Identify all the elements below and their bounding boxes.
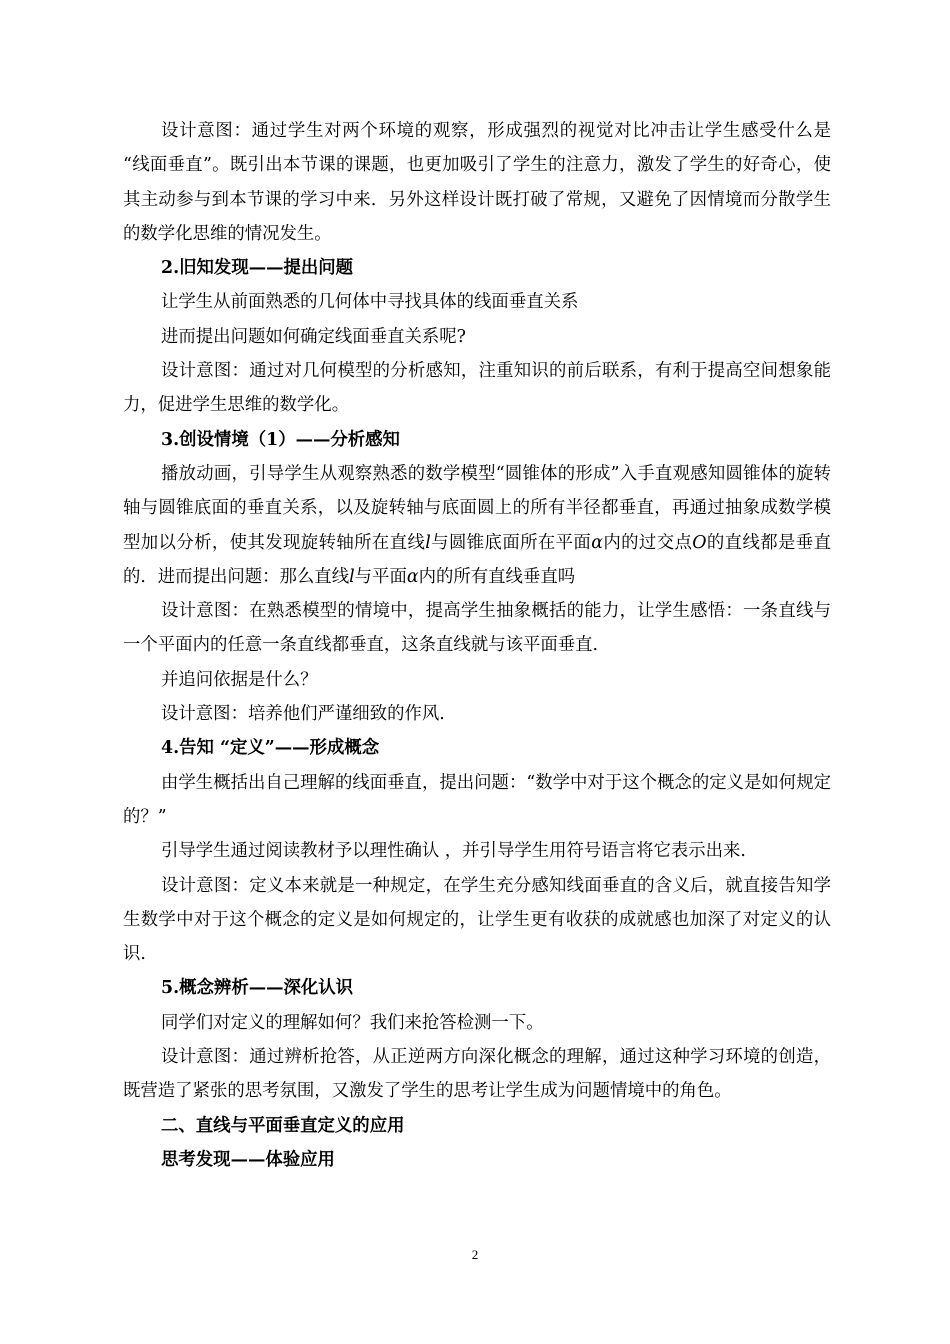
section-heading: 思考发现——体验应用	[161, 1149, 335, 1170]
text-run: 与平面	[354, 566, 407, 587]
paragraph: 设计意图：通过对几何模型的分析感知，注重知识的前后联系，有利于提高空间想象能力，促进学生思维的数学化。	[123, 361, 831, 416]
section-heading: 5.概念辨析——深化认识	[161, 978, 354, 999]
page-number: 2	[471, 1247, 479, 1262]
text-run: 内的所有直线垂直吗	[418, 566, 576, 587]
paragraph: 设计意图：通过辨析抢答，从正逆两方向深化概念的理解，通过这种学习环境的创造，既营造了紧张的思考氛围，又激发了学生的思考让学生成为问题情境中的角色。	[123, 1047, 831, 1102]
text-run: 内的过交点	[602, 532, 693, 553]
paragraph: 设计意图：在熟悉模型的情境中，提高学生抽象概括的能力，让学生感悟：一条直线与一个平面内的任意一条直线都垂直，这条直线就与该平面垂直.	[123, 601, 831, 656]
paragraph: 由学生概括出自己理解的线面垂直，提出问题：“数学中对于这个概念的定义是如何规定的？”	[123, 772, 831, 827]
math-symbol-o: O	[692, 532, 707, 553]
paragraph: 让学生从前面熟悉的几何体中寻找具体的线面垂直关系	[161, 292, 579, 313]
text-run: 的直线都是垂直的．进而提出问题：那么直线	[123, 532, 831, 587]
paragraph: 同学们对定义的理解如何？我们来抢答检测一下。	[161, 1012, 544, 1033]
section-heading: 3.创设情境（1）——分析感知	[161, 429, 400, 450]
math-symbol-alpha: α	[591, 532, 603, 553]
paragraph: 并追问依据是什么？	[161, 669, 318, 690]
section-heading: 2.旧知发现——提出问题	[161, 258, 354, 279]
document-page	[123, 114, 831, 1177]
text-run: 与圆锥底面所在平面	[430, 532, 592, 553]
math-symbol-l: l	[425, 532, 431, 553]
paragraph: 设计意图：通过学生对两个环境的观察，形成强烈的视觉对比冲击让学生感受什么是 “线面垂直”。既引出本节课的课题，也更加吸引了学生的注意力，激发了学生的好奇心，使其主动参与到本节课的学习中来．另外这样设计既打破了常规，又避免了因情境而分散学生的数学化思维的情况发生。	[123, 121, 831, 244]
math-symbol-l: l	[349, 566, 355, 587]
math-symbol-alpha: α	[406, 566, 419, 587]
text-run: 播放动画，引导学生从观察熟悉的数学模型“圆锥体的形成”入手直观感知圆锥体的旋转轴与圆锥底面的垂直关系，以及旋转轴与底面圆上的所有半径都垂直，再通过抽象成数学模型加以分析，使其发现旋转轴所在直线	[123, 463, 831, 553]
section-heading: 二、直线与平面垂直定义的应用	[161, 1115, 405, 1136]
paragraph: 引导学生通过阅读教材予以理性确认 ，并引导学生用符号语言将它表示出来.	[161, 841, 746, 862]
paragraph: 设计意图：定义本来就是一种规定，在学生充分感知线面垂直的含义后，就直接告知学生数学中对于这个概念的定义是如何规定的，让学生更有收获的成就感也加深了对定义的认识.	[123, 875, 831, 965]
paragraph: 设计意图：培养他们严谨细致的作风.	[161, 704, 445, 725]
section-heading: 4.告知 “定义”——形成概念	[161, 738, 380, 759]
paragraph: 进而提出问题如何确定线面垂直关系呢?	[161, 326, 466, 347]
paragraph	[123, 457, 831, 594]
